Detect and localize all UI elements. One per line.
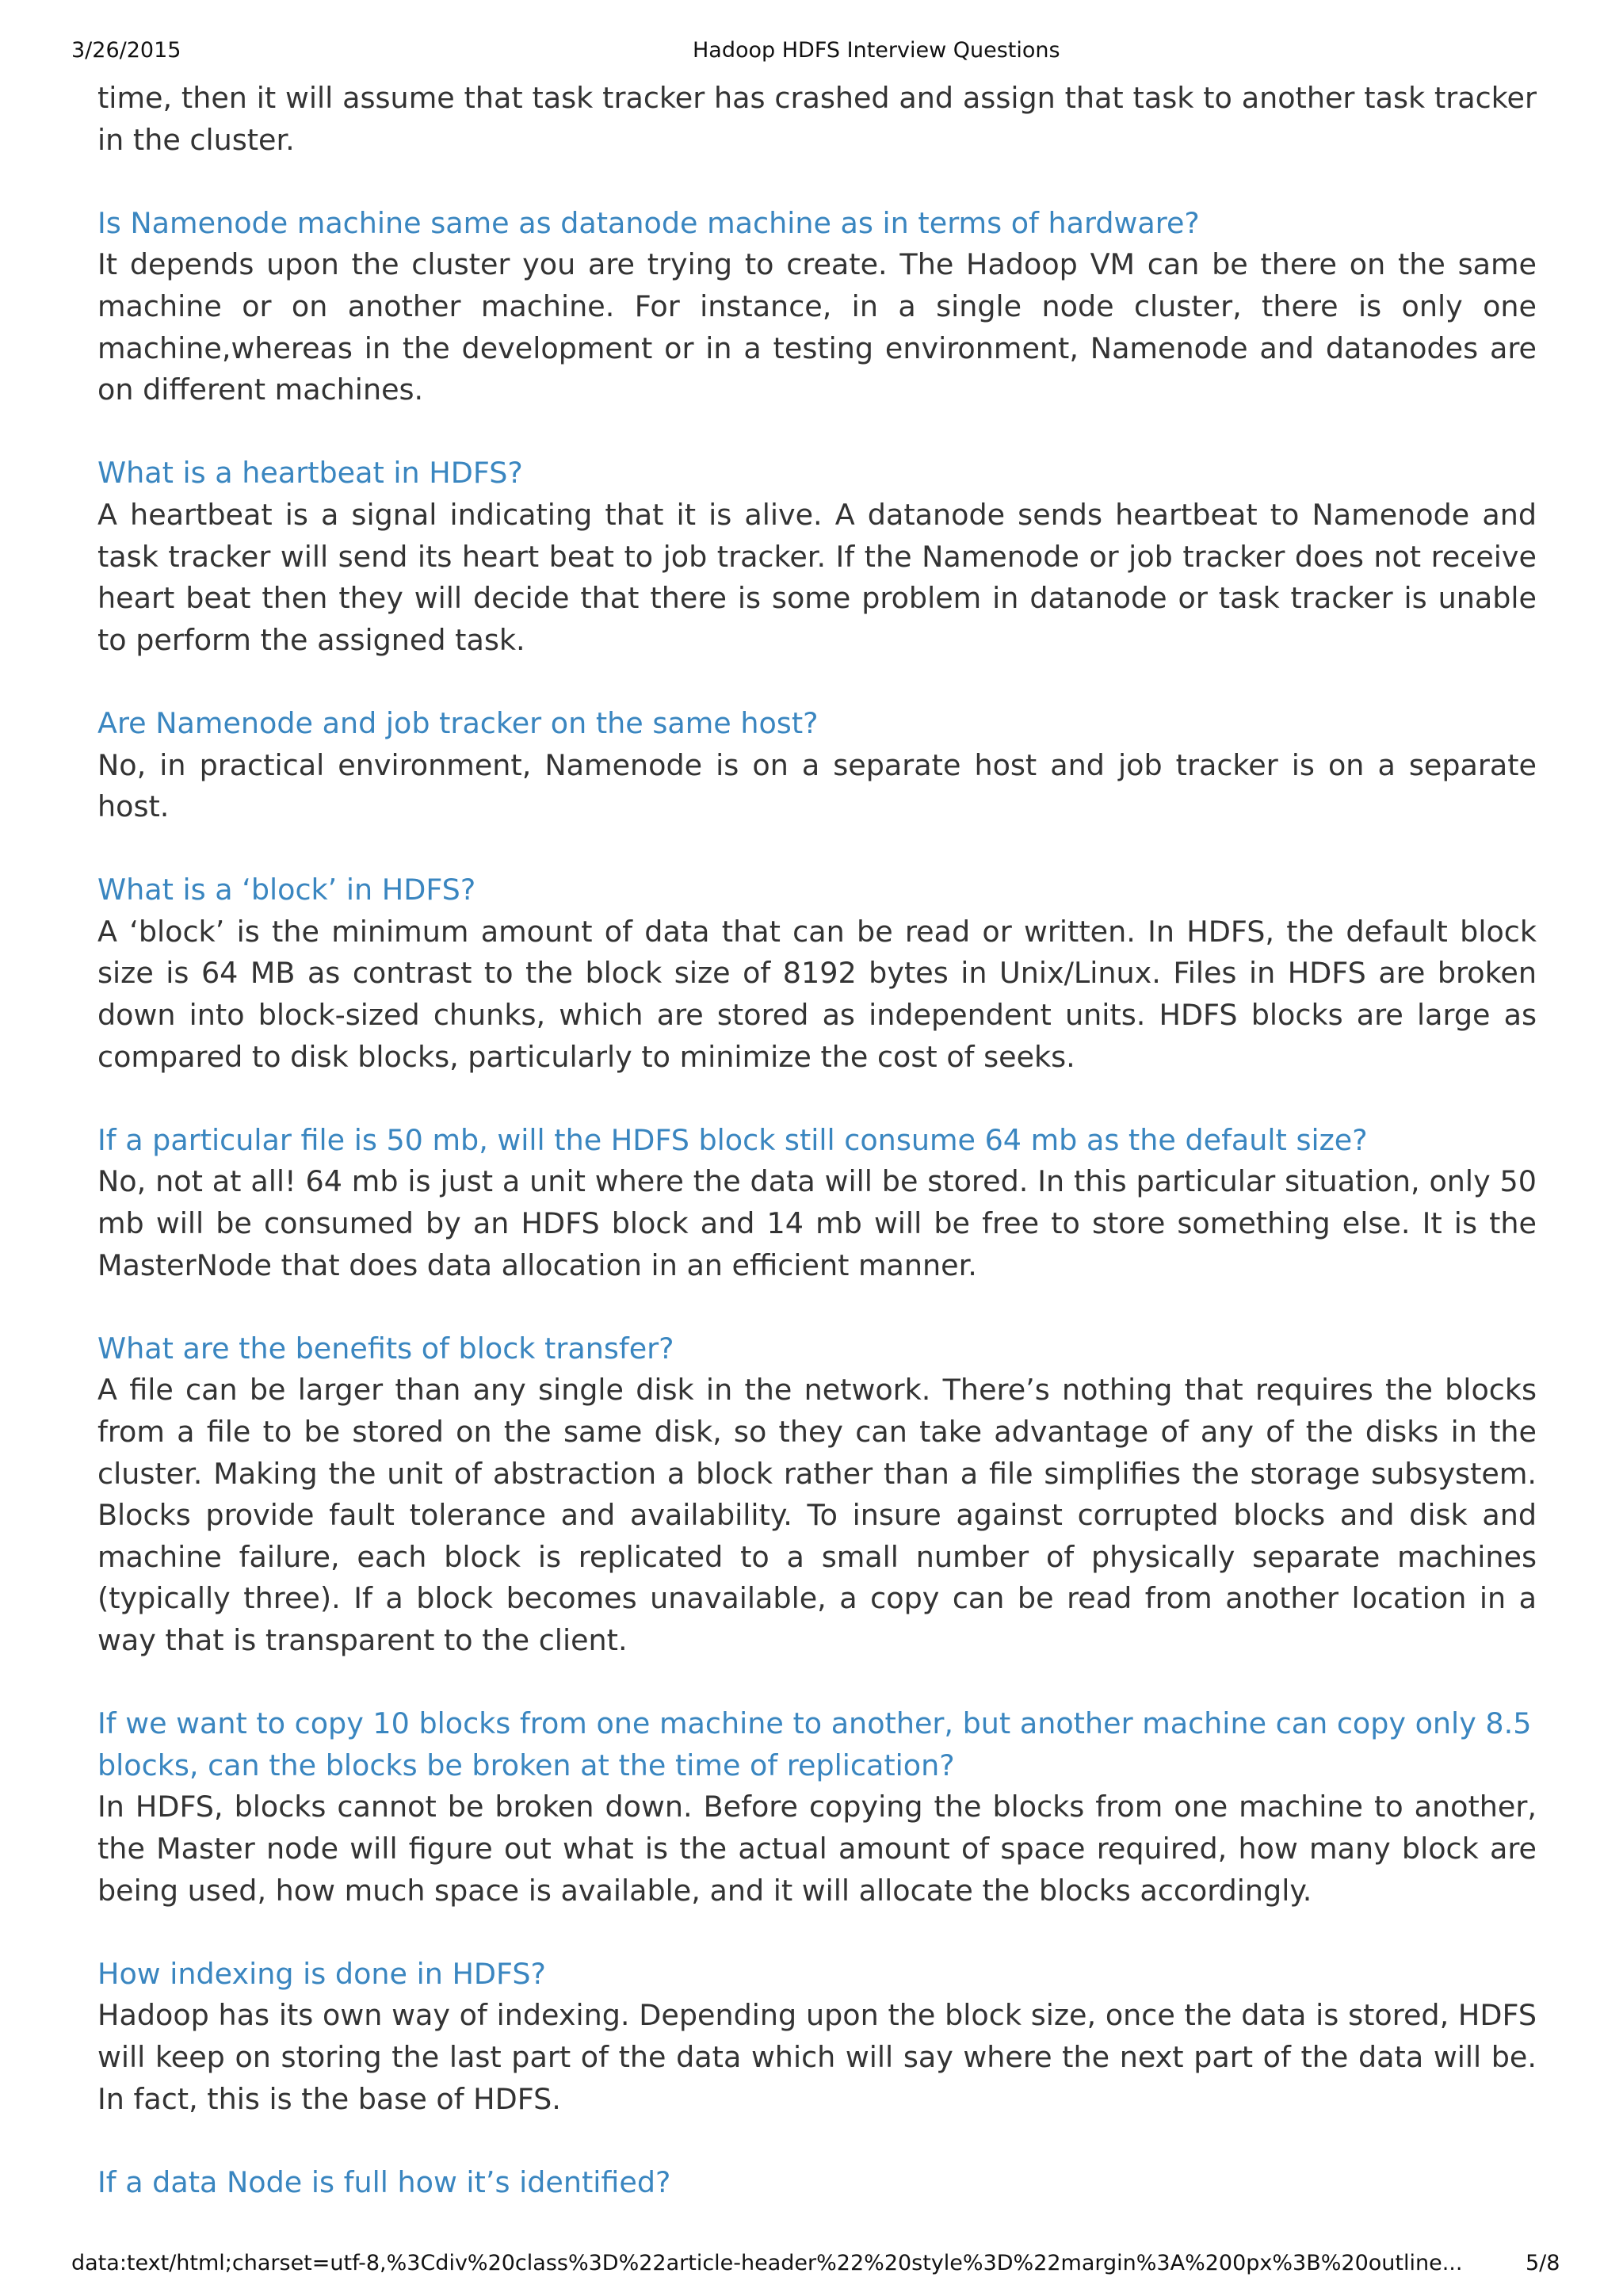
question-heading: Are Namenode and job tracker on the same host?: [97, 705, 819, 740]
answer-text: No, in practical environment, Namenode is on a separate host and job tracker is on a separate host.: [97, 747, 1537, 824]
qa-item: [97, 453, 1537, 661]
qa-item: [97, 2162, 1537, 2204]
qa-item: [97, 1120, 1537, 1286]
question-heading: If a data Node is full how it’s identified?: [97, 2164, 671, 2199]
answer-text: time, then it will assume that task tracker has crashed and assign that task to another task tracker in the cluster.: [97, 81, 1537, 157]
print-title: Hadoop HDFS Interview Questions: [693, 38, 1060, 63]
answer-text: A heartbeat is a signal indicating that it is alive. A datanode sends heartbeat to Namenode and task tracker will send its heart beat to job tracker. If the Namenode or job tracker does not receive heart beat then they will decide that there is some problem in datanode or task tracker is unable to perform the assigned task.: [97, 497, 1537, 657]
print-header: [0, 38, 1623, 70]
qa-item: [97, 1328, 1537, 1662]
print-source-url: data:text/html;charset=utf-8,%3Cdiv%20class%3D%22article-header%22%20style%3D%22margin%3A%200px%3B%20outline...: [71, 2251, 1463, 2275]
qa-item: [97, 703, 1537, 828]
page-number: 5/8: [1526, 2251, 1560, 2275]
question-heading: If we want to copy 10 blocks from one machine to another, but another machine can copy only 8.5 blocks, can the blocks be broken at the time of replication?: [97, 1706, 1532, 1782]
answer-text: No, not at all! 64 mb is just a unit where the data will be stored. In this particular situation, only 50 mb will be consumed by an HDFS block and 14 mb will be free to store something else. It is the MasterNode that does data allocation in an efficient manner.: [97, 1164, 1537, 1282]
qa-item: [97, 1703, 1537, 1912]
qa-item: [97, 1954, 1537, 2120]
print-date: 3/26/2015: [71, 38, 181, 63]
answer-text: Hadoop has its own way of indexing. Depending upon the block size, once the data is stored, HDFS will keep on storing the last part of the data which will say where the next part of the data will be. In fact, this is the base of HDFS.: [97, 1998, 1537, 2116]
question-heading: Is Namenode machine same as datanode machine as in terms of hardware?: [97, 205, 1200, 240]
question-heading: What is a heartbeat in HDFS?: [97, 456, 523, 491]
question-heading: What is a ‘block’ in HDFS?: [97, 873, 476, 907]
question-heading: If a particular file is 50 mb, will the HDFS block still consume 64 mb as the default size?: [97, 1122, 1368, 1157]
question-heading: How indexing is done in HDFS?: [97, 1956, 546, 1991]
intro-continuation: [97, 78, 1537, 161]
answer-text: A file can be larger than any single disk in the network. There’s nothing that requires the blocks from a file to be stored on the same disk, so they can take advantage of any of the disks in the cluster. Making the unit of abstraction a block rather than a file simplifies the storage subsystem. Blocks provide fault tolerance and availability. To insure against corrupted blocks and disk and machine failure, each block is replicated to a small number of physically separate machines (typically three). If a block becomes unavailable, a copy can be read from another location in a way that is transparent to the client.: [97, 1373, 1537, 1657]
qa-item: [97, 869, 1537, 1078]
qa-item: [97, 203, 1537, 411]
answer-text: A ‘block’ is the minimum amount of data that can be read or written. In HDFS, the default block size is 64 MB as contrast to the block size of 8192 bytes in Unix/Linux. Files in HDFS are broken down into block-sized chunks, which are stored as independent units. HDFS blocks are large as compared to disk blocks, particularly to minimize the cost of seeks.: [97, 914, 1537, 1074]
answer-text: In HDFS, blocks cannot be broken down. Before copying the blocks from one machine to another, the Master node will figure out what is the actual amount of space required, how many block are being used, how much space is available, and it will allocate the blocks accordingly.: [97, 1790, 1537, 1908]
answer-text: It depends upon the cluster you are trying to create. The Hadoop VM can be there on the same machine or on another machine. For instance, in a single node cluster, there is only one machine,whereas in the development or in a testing environment, Namenode and datanodes are on different machines.: [97, 247, 1537, 407]
question-heading: What are the benefits of block transfer?: [97, 1331, 674, 1366]
article-body: [97, 78, 1537, 2245]
